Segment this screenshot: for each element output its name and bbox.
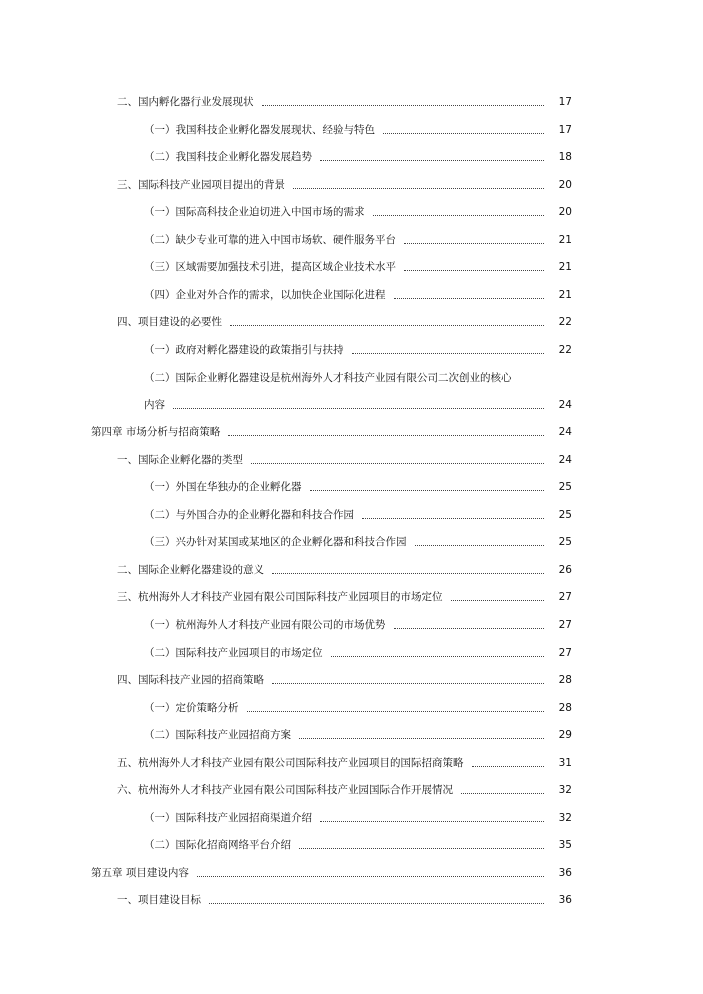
dot-leader <box>394 614 545 629</box>
dot-leader <box>331 642 545 657</box>
toc-entry[interactable] <box>144 614 572 632</box>
toc-page-number: 25 <box>558 509 572 521</box>
toc-entry-label: （二）我国科技企业孵化器发展趋势 <box>144 151 312 163</box>
dot-leader <box>272 559 544 574</box>
toc-page-number: 35 <box>558 839 572 851</box>
toc-page-number: 31 <box>558 757 572 769</box>
toc-entry-label: （四）企业对外合作的需求，以加快企业国际化进程 <box>144 289 386 301</box>
toc-entry[interactable] <box>144 119 572 137</box>
toc-entry[interactable] <box>117 559 572 577</box>
toc-entry-wrapped[interactable] <box>144 367 572 385</box>
toc-page-number: 22 <box>558 344 572 356</box>
toc-page-number: 20 <box>558 179 572 191</box>
dot-leader <box>320 146 544 161</box>
toc-entry[interactable] <box>144 201 572 219</box>
toc-entry[interactable] <box>144 642 572 660</box>
toc-entry[interactable] <box>144 504 572 522</box>
toc-entry[interactable] <box>144 834 572 852</box>
toc-entry-label: 三、国际科技产业园项目提出的背景 <box>117 179 285 191</box>
toc-entry[interactable] <box>144 531 572 549</box>
toc-entry-label: （一）外国在华独办的企业孵化器 <box>144 481 302 493</box>
toc-entry[interactable] <box>144 476 572 494</box>
dot-leader <box>404 229 544 244</box>
dot-leader <box>404 256 544 271</box>
dot-leader <box>173 394 544 409</box>
toc-entry-label: （二）国际科技产业园招商方案 <box>144 729 291 741</box>
toc-entry-label: 四、项目建设的必要性 <box>117 316 222 328</box>
toc-entry-label: 二、国际企业孵化器建设的意义 <box>117 564 264 576</box>
toc-page-number: 21 <box>558 261 572 273</box>
toc-entry[interactable] <box>117 669 572 687</box>
toc-page-number: 36 <box>558 867 572 879</box>
toc-entry[interactable] <box>144 229 572 247</box>
toc-page-number: 32 <box>558 812 572 824</box>
toc-entry-label: 五、杭州海外人才科技产业园有限公司国际科技产业园项目的国际招商策略 <box>117 757 464 769</box>
toc-page-number: 21 <box>558 289 572 301</box>
toc-entry[interactable] <box>117 311 572 329</box>
toc-entry[interactable] <box>144 807 572 825</box>
toc-entry-label: 一、项目建设目标 <box>117 894 201 906</box>
toc-entry-wrapped-continuation[interactable] <box>144 394 572 412</box>
toc-page-number: 24 <box>558 454 572 466</box>
toc-entry[interactable] <box>117 752 572 770</box>
toc-entry[interactable] <box>117 91 572 109</box>
toc-entry-label-line2: 内容 <box>144 399 165 411</box>
dot-leader <box>461 779 544 794</box>
toc-page-number: 29 <box>558 729 572 741</box>
toc-entry-label: （一）政府对孵化器建设的政策指引与扶持 <box>144 344 344 356</box>
toc-entry[interactable] <box>117 779 572 797</box>
toc-entry-label: 三、杭州海外人才科技产业园有限公司国际科技产业园项目的市场定位 <box>117 591 443 603</box>
toc-page-number: 24 <box>558 399 572 411</box>
toc-entry-label: 一、国际企业孵化器的类型 <box>117 454 243 466</box>
dot-leader <box>320 807 544 822</box>
toc-page-number: 27 <box>558 591 572 603</box>
dot-leader <box>299 724 544 739</box>
toc-entry-label: （三）区域需要加强技术引进，提高区域企业技术水平 <box>144 261 396 273</box>
dot-leader <box>262 91 545 106</box>
toc-entry-label: （二）缺少专业可靠的进入中国市场软、硬件服务平台 <box>144 234 396 246</box>
toc-page-number: 22 <box>558 316 572 328</box>
toc-page-number: 24 <box>558 426 572 438</box>
dot-leader <box>451 586 545 601</box>
dot-leader <box>209 889 544 904</box>
toc-page-number: 27 <box>558 647 572 659</box>
dot-leader <box>251 449 544 464</box>
toc-entry[interactable] <box>144 256 572 274</box>
toc-page-number: 18 <box>558 151 572 163</box>
toc-entry-label: （一）国际科技产业园招商渠道介绍 <box>144 812 312 824</box>
toc-entry[interactable] <box>144 339 572 357</box>
dot-leader <box>299 834 544 849</box>
toc-chapter-entry[interactable] <box>91 862 572 880</box>
toc-entry-label-line1: （二）国际企业孵化器建设是杭州海外人才科技产业园有限公司二次创业的核心 <box>144 372 512 384</box>
toc-page-number: 26 <box>558 564 572 576</box>
toc-entry-label: 六、杭州海外人才科技产业园有限公司国际科技产业园国际合作开展情况 <box>117 784 453 796</box>
toc-entry-label: 第四章 市场分析与招商策略 <box>91 426 221 438</box>
toc-page-number: 28 <box>558 702 572 714</box>
toc-entry-label: （一）我国科技企业孵化器发展现状、经验与特色 <box>144 124 375 136</box>
toc-page-number: 21 <box>558 234 572 246</box>
toc-page-number: 32 <box>558 784 572 796</box>
toc-entry[interactable] <box>117 889 572 907</box>
toc-page-number: 27 <box>558 619 572 631</box>
dot-leader <box>293 174 544 189</box>
toc-page-number: 28 <box>558 674 572 686</box>
dot-leader <box>362 504 544 519</box>
toc-entry[interactable] <box>144 724 572 742</box>
toc-entry-label: 第五章 项目建设内容 <box>91 867 189 879</box>
toc-entry[interactable] <box>117 586 572 604</box>
dot-leader <box>247 697 545 712</box>
toc-entry[interactable] <box>144 146 572 164</box>
dot-leader <box>197 862 544 877</box>
toc-entry-label: 二、国内孵化器行业发展现状 <box>117 96 254 108</box>
toc-page-number: 17 <box>558 96 572 108</box>
dot-leader <box>373 201 545 216</box>
toc-entry-label: 四、国际科技产业园的招商策略 <box>117 674 264 686</box>
toc-chapter-entry[interactable] <box>91 421 572 439</box>
dot-leader <box>310 476 545 491</box>
toc-entry-label: （一）杭州海外人才科技产业园有限公司的市场优势 <box>144 619 386 631</box>
toc-entry-label: （三）兴办针对某国或某地区的企业孵化器和科技合作园 <box>144 536 407 548</box>
toc-page-number: 36 <box>558 894 572 906</box>
toc-entry-label: （一）定价策略分析 <box>144 702 239 714</box>
dot-leader <box>383 119 544 134</box>
toc-entry-label: （二）与外国合办的企业孵化器和科技合作园 <box>144 509 354 521</box>
toc-entry-label: （二）国际科技产业园项目的市场定位 <box>144 647 323 659</box>
toc-entry[interactable] <box>117 449 572 467</box>
dot-leader <box>472 752 545 767</box>
dot-leader <box>272 669 544 684</box>
dot-leader <box>352 339 545 354</box>
toc-entry[interactable] <box>144 697 572 715</box>
toc-page-number: 20 <box>558 206 572 218</box>
toc-entry-label: （二）国际化招商网络平台介绍 <box>144 839 291 851</box>
toc-entry-label: （一）国际高科技企业迫切进入中国市场的需求 <box>144 206 365 218</box>
toc-page-number: 25 <box>558 536 572 548</box>
dot-leader <box>230 311 544 326</box>
dot-leader <box>415 531 545 546</box>
toc-page-number: 25 <box>558 481 572 493</box>
toc-entry[interactable] <box>117 174 572 192</box>
toc-page-number: 17 <box>558 124 572 136</box>
dot-leader <box>394 284 545 299</box>
dot-leader <box>228 421 544 436</box>
toc-entry[interactable] <box>144 284 572 302</box>
